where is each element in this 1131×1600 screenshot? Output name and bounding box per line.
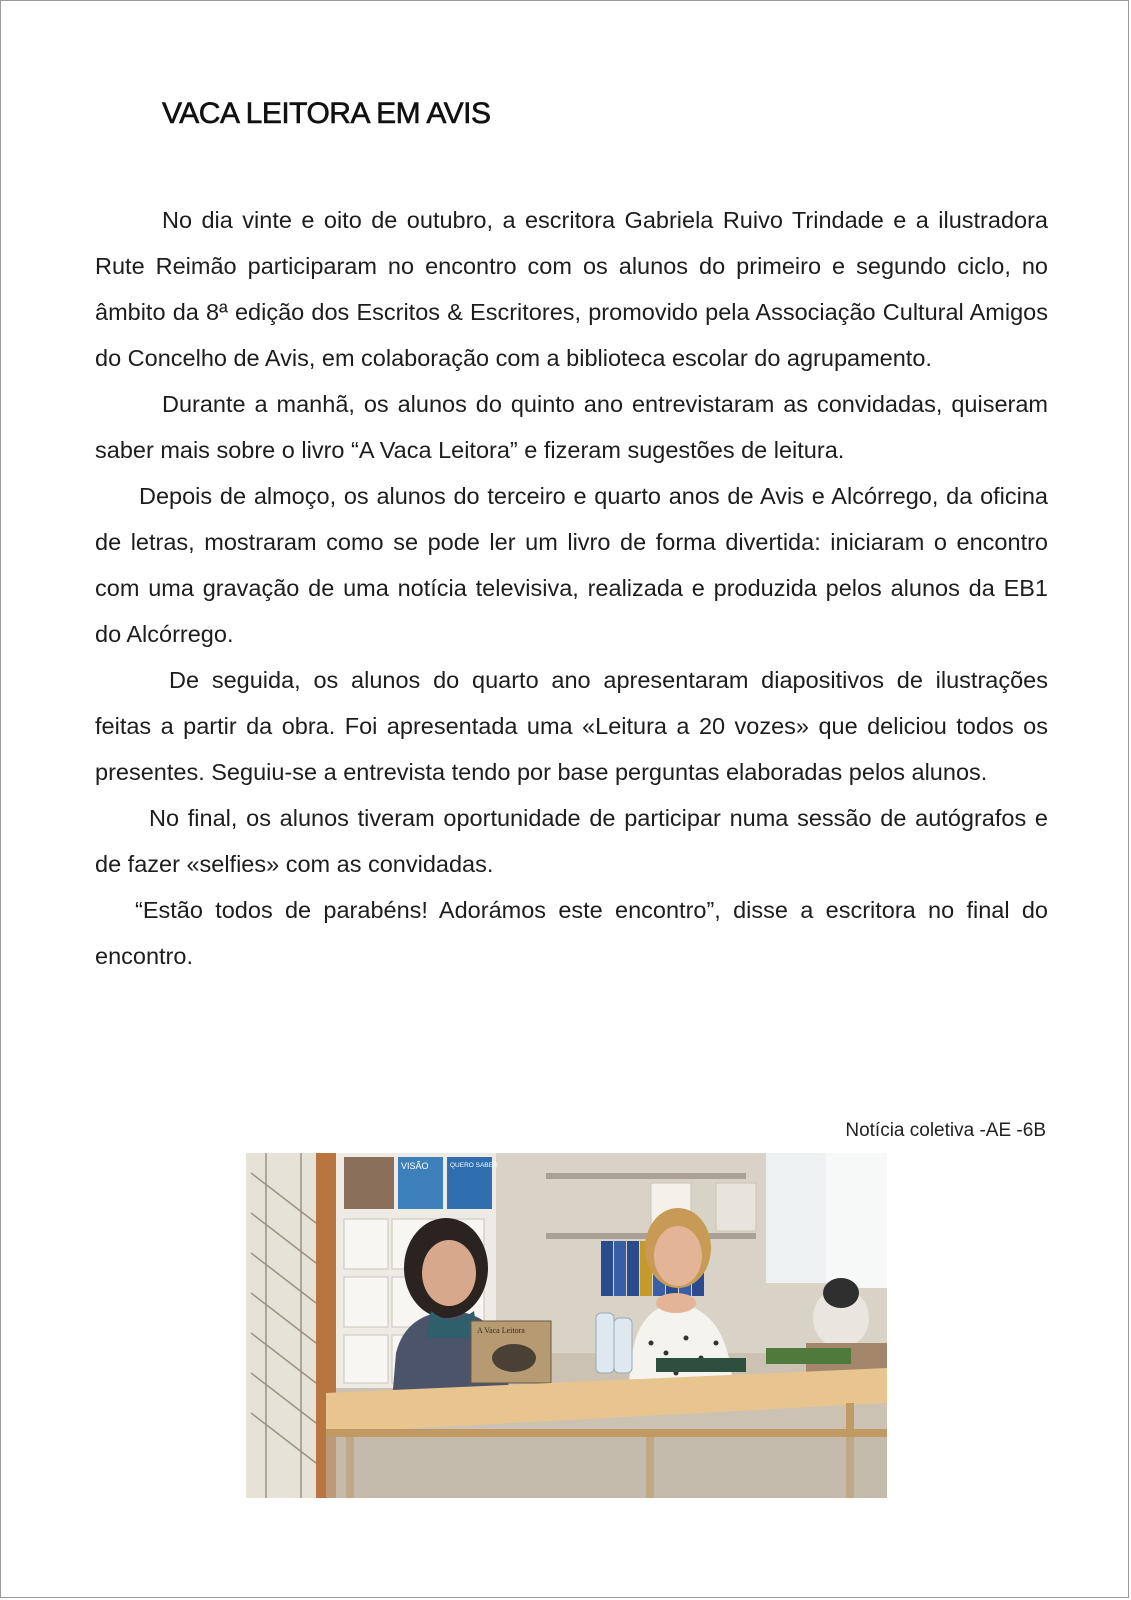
magazine-label-2: QUERO SABER: [450, 1162, 498, 1169]
article-title: VACA LEITORA EM AVIS: [162, 97, 491, 130]
wire-rack: [246, 1153, 326, 1498]
event-photo: [246, 1153, 887, 1498]
water-bottles: [596, 1313, 632, 1373]
paragraph-1: No dia vinte e oito de outubro, a escritora Gabriela Ruivo Trindade e a ilustradora Rute Reimão participaram no encontro com os alunos do primeiro e segundo ciclo, no âmbito da 8ª edição dos Escritos & Escritores, promovido pela Associação Cultural Amigos do Concelho de Avis, em colaboração com a biblioteca escolar do agrupamento.: [95, 207, 1048, 371]
paragraph-5: No final, os alunos tiveram oportunidade de participar numa sessão de autógrafos e de fazer «selfies» com as convidadas.: [95, 805, 1048, 877]
paragraph-3: Depois de almoço, os alunos do terceiro e quarto anos de Avis e Alcórrego, da oficina de letras, mostraram como se pode ler um livro de forma divertida: iniciaram o encontro com uma gravação de uma notícia televisiva, realizada e produzida pelos alunos da EB1 do Alcórrego.: [95, 483, 1048, 647]
paragraph-4: De seguida, os alunos do quarto ano apresentaram diapositivos de ilustrações feitas a partir da obra. Foi apresentada uma «Leitura a 20 vozes» que deliciou todos os presentes. Seguiu-se a entrevista tendo por base perguntas elaboradas pelos alunos.: [95, 667, 1048, 785]
book-cover-text: A Vaca Leitora: [477, 1326, 525, 1335]
article-body: [95, 197, 1048, 979]
book-cover: [471, 1321, 551, 1383]
paragraph-6: “Estão todos de parabéns! Adorámos este encontro”, disse a escritora no final do encontro.: [95, 897, 1048, 969]
article-credit: Notícia coletiva -AE -6B: [845, 1120, 1046, 1141]
magazine-label-1: VISÃO: [401, 1161, 429, 1171]
paragraph-2: Durante a manhã, os alunos do quinto ano entrevistaram as convidadas, quiseram saber mais sobre o livro “A Vaca Leitora” e fizeram sugestões de leitura.: [95, 391, 1048, 463]
